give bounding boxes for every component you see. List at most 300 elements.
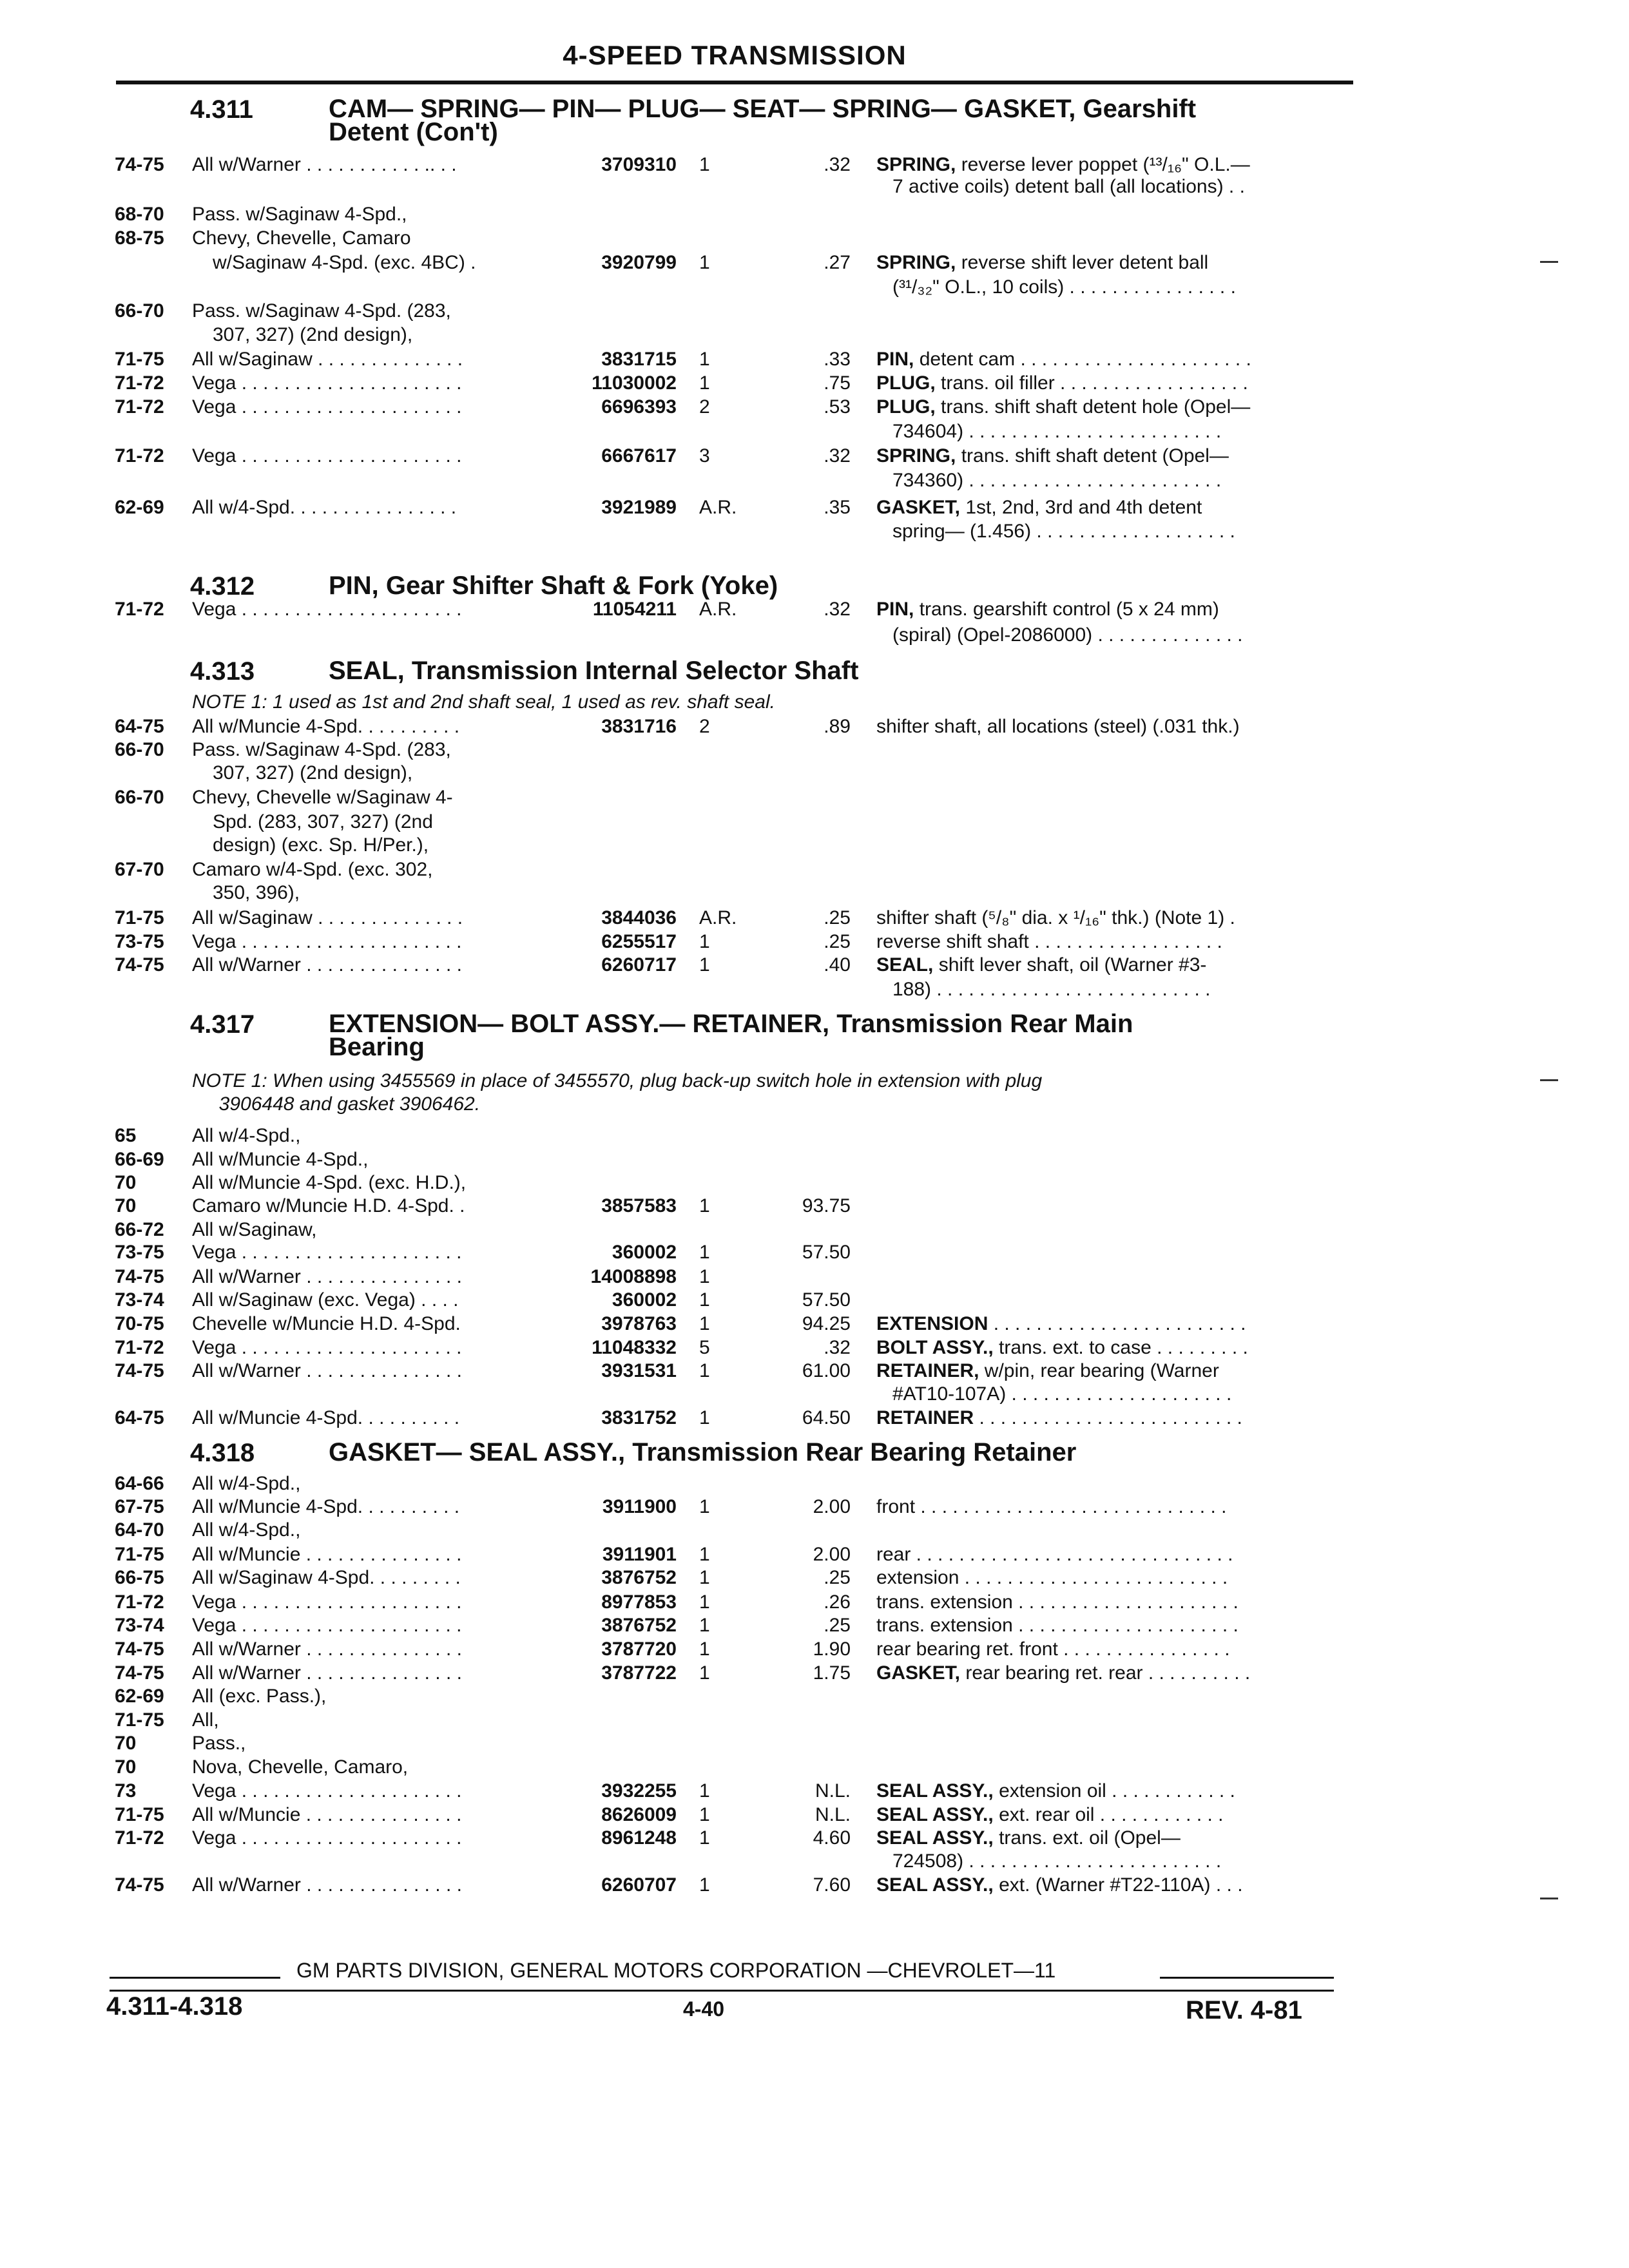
application: Vega . . . . . . . . . . . . . . . . . . . . .: [192, 1242, 462, 1263]
description: [876, 348, 1340, 371]
quantity: 5: [699, 1337, 710, 1358]
table-row: [0, 978, 1629, 1001]
table-row: [0, 1827, 1629, 1850]
application: All w/Warner . . . . . . . . . . . . . . .: [192, 1639, 462, 1660]
application: Vega . . . . . . . . . . . . . . . . . . . . .: [192, 931, 462, 952]
description: [876, 1614, 1340, 1637]
application: Vega . . . . . . . . . . . . . . . . . . . . .: [192, 1337, 462, 1358]
application: All w/Warner . . . . . . . . . . . . . . .: [192, 1874, 462, 1896]
model-years: 62-69: [115, 497, 164, 518]
application: All w/4-Spd.,: [192, 1473, 301, 1494]
application: Vega . . . . . . . . . . . . . . . . . . . . .: [192, 1827, 462, 1849]
model-years: 74-75: [115, 1360, 164, 1381]
table-row: [0, 153, 1629, 177]
table-row: [0, 624, 1629, 647]
price: .25: [824, 1615, 851, 1636]
description-text: ext. (Warner #T22-110A) . . .: [993, 1874, 1243, 1896]
model-years: 64-66: [115, 1473, 164, 1494]
footer-rule: [1160, 1977, 1334, 1979]
model-years: 71-75: [115, 907, 164, 928]
table-row: [0, 1638, 1629, 1661]
description-text: #AT10-107A) . . . . . . . . . . . . . . . . . . . . .: [892, 1383, 1232, 1405]
quantity: 1: [699, 372, 710, 394]
description: [876, 907, 1340, 930]
quantity: 1: [699, 1567, 710, 1588]
description: [892, 1383, 1356, 1406]
table-row: [0, 1685, 1629, 1708]
description: [892, 1850, 1356, 1873]
table-row: [0, 811, 1629, 834]
table-row: [0, 1519, 1629, 1542]
table-row: [0, 420, 1629, 443]
part-number: 11030002: [592, 372, 677, 394]
description: [876, 1662, 1340, 1685]
description: [876, 715, 1340, 738]
part-number: 3876752: [601, 1615, 677, 1636]
application: All w/4-Spd.,: [192, 1125, 301, 1146]
description: [876, 153, 1340, 177]
model-years: 71-75: [115, 1544, 164, 1565]
description: [876, 1312, 1340, 1336]
table-row: [0, 1312, 1629, 1336]
model-years: 73-75: [115, 1242, 164, 1263]
quantity: 1: [699, 1289, 710, 1311]
description: [876, 496, 1340, 519]
description-text: (³¹/₃₂" O.L., 10 coils) . . . . . . . . . . . . . . . .: [892, 276, 1236, 298]
description-text: 734360) . . . . . . . . . . . . . . . . . . . . . . . .: [892, 470, 1222, 491]
application: Vega . . . . . . . . . . . . . . . . . . . . .: [192, 372, 462, 394]
model-years: 74-75: [115, 1639, 164, 1660]
table-row: [0, 1495, 1629, 1519]
quantity: 1: [699, 1662, 710, 1684]
section-note: NOTE 1: When using 3455569 in place of 3455570, plug back-up switch hole in extension with plug 3906448 and gasket 3906462.: [192, 1070, 1043, 1115]
table-row: [0, 1407, 1629, 1430]
description: [876, 1827, 1340, 1850]
description: [892, 175, 1356, 198]
price: 2.00: [813, 1496, 851, 1517]
quantity: 1: [699, 1360, 710, 1381]
quantity: 1: [699, 1195, 710, 1216]
header-rule: [116, 81, 1353, 84]
model-years: 66-69: [115, 1149, 164, 1170]
model-years: 74-75: [115, 154, 164, 175]
application: All w/Saginaw (exc. Vega) . . . .: [192, 1289, 459, 1311]
section-title: EXTENSION— BOLT ASSY.— RETAINER, Transmission Rear Main: [329, 1010, 1133, 1038]
price: .35: [824, 497, 851, 518]
table-row: [0, 1662, 1629, 1685]
quantity: 2: [699, 396, 710, 418]
description-keyword: SEAL ASSY.,: [876, 1780, 994, 1802]
part-number: 3709310: [601, 154, 677, 175]
model-years: 66-70: [115, 787, 164, 808]
quantity: 1: [699, 349, 710, 370]
table-row: [0, 881, 1629, 905]
application: Vega . . . . . . . . . . . . . . . . . . . . .: [192, 1615, 462, 1636]
quantity: 1: [699, 1313, 710, 1334]
application: Nova, Chevelle, Camaro,: [192, 1756, 409, 1778]
price: .40: [824, 954, 851, 975]
price: .89: [824, 716, 851, 737]
table-row: [0, 300, 1629, 323]
description: [876, 1566, 1340, 1590]
section-title: SEAL, Transmission Internal Selector Shaft: [329, 657, 859, 685]
model-years: 71-72: [115, 372, 164, 394]
price: .32: [824, 445, 851, 466]
part-number: 6255517: [601, 931, 677, 952]
footer-section-range: 4.311-4.318: [106, 1992, 243, 2021]
quantity: 1: [699, 1804, 710, 1825]
application: All w/4-Spd. . . . . . . . . . . . . . . .: [192, 497, 457, 518]
model-years: 70-75: [115, 1313, 164, 1334]
application: All w/Muncie 4-Spd. . . . . . . . . .: [192, 716, 460, 737]
description: [892, 420, 1356, 443]
description-text: 724508) . . . . . . . . . . . . . . . . . . . . . . . .: [892, 1850, 1222, 1872]
description-keyword: GASKET,: [876, 1662, 961, 1684]
part-number: 3932255: [601, 1780, 677, 1802]
description: [876, 1874, 1340, 1897]
price: N.L.: [815, 1780, 851, 1802]
description-text: 188) . . . . . . . . . . . . . . . . . . . . . . . . . .: [892, 979, 1211, 1000]
quantity: 1: [699, 1266, 710, 1287]
table-row: [0, 348, 1629, 371]
price: 4.60: [813, 1827, 851, 1849]
table-row: [0, 372, 1629, 395]
footer-rule: [110, 1977, 280, 1979]
model-years: 67-70: [115, 859, 164, 880]
application: All w/Muncie . . . . . . . . . . . . . . .: [192, 1544, 462, 1565]
table-row: [0, 175, 1629, 198]
table-row: [0, 786, 1629, 809]
application: Vega . . . . . . . . . . . . . . . . . . . . .: [192, 1591, 462, 1613]
description-keyword: SEAL ASSY.,: [876, 1804, 994, 1825]
model-years: 70: [115, 1733, 137, 1754]
table-row: [0, 715, 1629, 738]
price: 1.90: [813, 1639, 851, 1660]
model-years: 70: [115, 1172, 137, 1193]
model-years: 74-75: [115, 954, 164, 975]
price: .27: [824, 252, 851, 273]
table-row: [0, 496, 1629, 519]
application: Vega . . . . . . . . . . . . . . . . . . . . .: [192, 396, 462, 418]
description-text: 734604) . . . . . . . . . . . . . . . . . . . . . . . .: [892, 421, 1222, 442]
model-years: 73: [115, 1780, 137, 1802]
quantity: 2: [699, 716, 710, 737]
description-text: detent cam . . . . . . . . . . . . . . . . . . . . . .: [914, 349, 1251, 370]
quantity: 3: [699, 445, 710, 466]
description-text: rear bearing ret. rear . . . . . . . . . .: [960, 1662, 1251, 1684]
description-text: shifter shaft (⁵/₈" dia. x ¹/₁₆" thk.) (Note 1) .: [876, 907, 1235, 928]
description-text: 7 active coils) detent ball (all locations) . .: [892, 176, 1245, 197]
model-years: 71-75: [115, 1709, 164, 1731]
application: Vega . . . . . . . . . . . . . . . . . . . . .: [192, 445, 462, 466]
price: .26: [824, 1591, 851, 1613]
description: [876, 445, 1340, 468]
table-row: [0, 1566, 1629, 1590]
part-number: 6696393: [601, 396, 677, 418]
application: All,: [192, 1709, 219, 1731]
price: .25: [824, 1567, 851, 1588]
description-text: reverse lever poppet (¹³/₁₆" O.L.—: [956, 154, 1250, 175]
part-number: 3844036: [601, 907, 677, 928]
description-keyword: EXTENSION: [876, 1313, 988, 1334]
price: .25: [824, 907, 851, 928]
table-row: [0, 738, 1629, 762]
part-number: 3920799: [601, 252, 677, 273]
table-row: [0, 1756, 1629, 1779]
description-text: shift lever shaft, oil (Warner #3-: [933, 954, 1207, 975]
description-text: reverse shift lever detent ball: [956, 252, 1209, 273]
description-keyword: PLUG,: [876, 372, 936, 394]
description-text: shifter shaft, all locations (steel) (.031 thk.): [876, 716, 1240, 737]
section-number: 4.318: [190, 1439, 255, 1467]
description: [876, 1780, 1340, 1803]
part-number: 3921989: [601, 497, 677, 518]
part-number: 8977853: [601, 1591, 677, 1613]
quantity: 1: [699, 1874, 710, 1896]
table-row: [0, 227, 1629, 250]
part-number: 3978763: [601, 1313, 677, 1334]
footer-rule: [110, 1990, 1334, 1992]
table-row: [0, 1241, 1629, 1264]
description-keyword: SEAL,: [876, 954, 934, 975]
description-text: extension oil . . . . . . . . . . . .: [993, 1780, 1235, 1802]
table-row: [0, 930, 1629, 954]
part-number: 3831716: [601, 716, 677, 737]
description-text: front . . . . . . . . . . . . . . . . . . . . . . . . . . . . .: [876, 1496, 1227, 1517]
price: 2.00: [813, 1544, 851, 1565]
part-number: 6667617: [601, 445, 677, 466]
description-text: reverse shift shaft . . . . . . . . . . . . . . . . . .: [876, 931, 1222, 952]
description-keyword: PIN,: [876, 349, 914, 370]
model-years: 62-69: [115, 1686, 164, 1707]
price: .25: [824, 931, 851, 952]
table-row: [0, 1360, 1629, 1383]
part-number: 3931531: [601, 1360, 677, 1381]
model-years: 71-72: [115, 599, 164, 620]
description-keyword: RETAINER,: [876, 1360, 979, 1381]
description-text: rear bearing ret. front . . . . . . . . . . . . . . . .: [876, 1639, 1230, 1660]
application: Pass. w/Saginaw 4-Spd. (283,: [192, 739, 451, 760]
table-row: [0, 203, 1629, 226]
model-years: 66-70: [115, 739, 164, 760]
description: [876, 598, 1340, 621]
description-text: trans. shift shaft detent (Opel—: [956, 445, 1229, 466]
quantity: 1: [699, 154, 710, 175]
application: Camaro w/4-Spd. (exc. 302,: [192, 859, 433, 880]
application: Pass. w/Saginaw 4-Spd. (283,: [192, 300, 451, 322]
table-row: [0, 907, 1629, 930]
part-number: 11054211: [592, 599, 677, 620]
quantity: A.R.: [699, 599, 737, 620]
table-row: [0, 1850, 1629, 1873]
description: [876, 1803, 1340, 1827]
part-number: 6260707: [601, 1874, 677, 1896]
table-row: [0, 1543, 1629, 1566]
model-years: 71-72: [115, 1827, 164, 1849]
quantity: 1: [699, 1496, 710, 1517]
model-years: 73-75: [115, 931, 164, 952]
table-row: [0, 1614, 1629, 1637]
application: All w/Warner . . . . . . . . . . . . . . .: [192, 1360, 462, 1381]
part-number: 3831752: [601, 1407, 677, 1428]
table-row: [0, 276, 1629, 299]
model-years: 64-75: [115, 716, 164, 737]
model-years: 68-75: [115, 227, 164, 249]
description: [892, 469, 1356, 492]
table-row: [0, 1803, 1629, 1827]
description-text: ext. rear oil . . . . . . . . . . . .: [993, 1804, 1224, 1825]
application: Vega . . . . . . . . . . . . . . . . . . . . .: [192, 1780, 462, 1802]
description: [876, 1638, 1340, 1661]
margin-mark: [1540, 1898, 1558, 1899]
model-years: 70: [115, 1195, 137, 1216]
table-row: [0, 1289, 1629, 1312]
quantity: 1: [699, 1591, 710, 1613]
application: Chevelle w/Muncie H.D. 4-Spd.: [192, 1313, 461, 1334]
section-number: 4.311: [190, 95, 253, 124]
description-keyword: SEAL ASSY.,: [876, 1827, 994, 1849]
application: 307, 327) (2nd design),: [213, 324, 413, 345]
part-number: 3787720: [601, 1639, 677, 1660]
description-keyword: SPRING,: [876, 252, 956, 273]
part-number: 3787722: [601, 1662, 677, 1684]
description-text: trans. extension . . . . . . . . . . . . . . . . . . . . .: [876, 1591, 1239, 1613]
description: [876, 954, 1340, 977]
description: [876, 1543, 1340, 1566]
description: [876, 1336, 1340, 1360]
description-text: trans. ext. oil (Opel—: [993, 1827, 1181, 1849]
table-row: [0, 1383, 1629, 1406]
price: .33: [824, 349, 851, 370]
application: All w/Muncie 4-Spd.,: [192, 1149, 369, 1170]
footer-revision: REV. 4-81: [1186, 1996, 1302, 2024]
part-number: 3911900: [602, 1496, 677, 1517]
price: 7.60: [813, 1874, 851, 1896]
model-years: 64-70: [115, 1519, 164, 1541]
section-title-continued: Detent (Con't): [329, 118, 498, 146]
application: All w/Muncie 4-Spd. (exc. H.D.),: [192, 1172, 467, 1193]
model-years: 67-75: [115, 1496, 164, 1517]
model-years: 74-75: [115, 1266, 164, 1287]
model-years: 71-75: [115, 1804, 164, 1825]
table-row: [0, 520, 1629, 543]
description: [876, 1407, 1340, 1430]
model-years: 64-75: [115, 1407, 164, 1428]
margin-mark: [1540, 261, 1558, 263]
model-years: 68-70: [115, 204, 164, 225]
description-text: trans. shift shaft detent hole (Opel—: [935, 396, 1251, 418]
description-text: extension . . . . . . . . . . . . . . . . . . . . . . . . .: [876, 1567, 1228, 1588]
price: .32: [824, 1337, 851, 1358]
description: [876, 372, 1340, 395]
description-keyword: PLUG,: [876, 396, 936, 418]
part-number: 3831715: [601, 349, 677, 370]
price: 64.50: [802, 1407, 851, 1428]
description-text: (spiral) (Opel-2086000) . . . . . . . . . . . . . .: [892, 624, 1243, 646]
price: 57.50: [802, 1242, 851, 1263]
application: Chevy, Chevelle, Camaro: [192, 227, 411, 249]
model-years: 66-75: [115, 1567, 164, 1588]
application: All w/Warner . . . . . . . . . . . .. . .: [192, 154, 457, 175]
application: All w/Saginaw . . . . . . . . . . . . . .: [192, 907, 463, 928]
model-years: 74-75: [115, 1874, 164, 1896]
quantity: 1: [699, 1544, 710, 1565]
application: All w/Muncie . . . . . . . . . . . . . . .: [192, 1804, 462, 1825]
price: .32: [824, 599, 851, 620]
description-text: trans. gearshift control (5 x 24 mm): [914, 599, 1219, 620]
table-row: [0, 1591, 1629, 1614]
model-years: 71-72: [115, 396, 164, 418]
description: [876, 1495, 1340, 1519]
quantity: 1: [699, 1242, 710, 1263]
table-row: [0, 1874, 1629, 1897]
description-text: trans. ext. to case . . . . . . . . .: [993, 1337, 1248, 1358]
table-row: [0, 834, 1629, 857]
application: Pass.,: [192, 1733, 246, 1754]
model-years: 71-72: [115, 445, 164, 466]
part-number: 6260717: [601, 954, 677, 975]
part-number: 8961248: [601, 1827, 677, 1849]
model-years: 71-72: [115, 1591, 164, 1613]
application: Pass. w/Saginaw 4-Spd.,: [192, 204, 407, 225]
description-text: w/pin, rear bearing (Warner: [979, 1360, 1219, 1381]
description: [892, 624, 1356, 647]
table-row: [0, 1472, 1629, 1495]
application: w/Saginaw 4-Spd. (exc. 4BC) .: [213, 252, 476, 273]
page-header-title: 4-SPEED TRANSMISSION: [563, 40, 907, 70]
price: 1.75: [813, 1662, 851, 1684]
description-keyword: RETAINER: [876, 1407, 974, 1428]
description-text: . . . . . . . . . . . . . . . . . . . . . . . . .: [974, 1407, 1242, 1428]
section-title: GASKET— SEAL ASSY., Transmission Rear Bearing Retainer: [329, 1438, 1077, 1466]
quantity: 1: [699, 931, 710, 952]
application: All w/Muncie 4-Spd. . . . . . . . . .: [192, 1496, 460, 1517]
description: [876, 930, 1340, 954]
table-row: [0, 1171, 1629, 1195]
table-row: [0, 1218, 1629, 1242]
application: 350, 396),: [213, 882, 300, 903]
margin-mark: [1540, 1079, 1558, 1081]
section-note: NOTE 1: 1 used as 1st and 2nd shaft seal, 1 used as rev. shaft seal.: [192, 691, 775, 713]
application: All w/Saginaw 4-Spd. . . . . . . . .: [192, 1567, 461, 1588]
price: .32: [824, 154, 851, 175]
table-row: [0, 251, 1629, 274]
description-text: 1st, 2nd, 3rd and 4th detent: [960, 497, 1202, 518]
quantity: 1: [699, 1407, 710, 1428]
part-number: 3911901: [602, 1544, 677, 1565]
quantity: 1: [699, 252, 710, 273]
price: .75: [824, 372, 851, 394]
description-text: trans. extension . . . . . . . . . . . . . . . . . . . . .: [876, 1615, 1239, 1636]
description-text: trans. oil filler . . . . . . . . . . . . . . . . . .: [935, 372, 1248, 394]
model-years: 71-75: [115, 349, 164, 370]
part-number: 360002: [612, 1242, 677, 1263]
table-row: [0, 1732, 1629, 1755]
price: 61.00: [802, 1360, 851, 1381]
section-title: PIN, Gear Shifter Shaft & Fork (Yoke): [329, 572, 778, 600]
quantity: A.R.: [699, 907, 737, 928]
application: All w/Warner . . . . . . . . . . . . . . .: [192, 1266, 462, 1287]
table-row: [0, 1124, 1629, 1148]
description: [892, 520, 1356, 543]
footer-page-number: 4-40: [683, 1997, 725, 2021]
table-row: [0, 445, 1629, 468]
price: 94.25: [802, 1313, 851, 1334]
model-years: 73-74: [115, 1615, 164, 1636]
table-row: [0, 469, 1629, 492]
description-text: spring— (1.456) . . . . . . . . . . . . . . . . . . .: [892, 521, 1235, 542]
part-number: 360002: [612, 1289, 677, 1311]
